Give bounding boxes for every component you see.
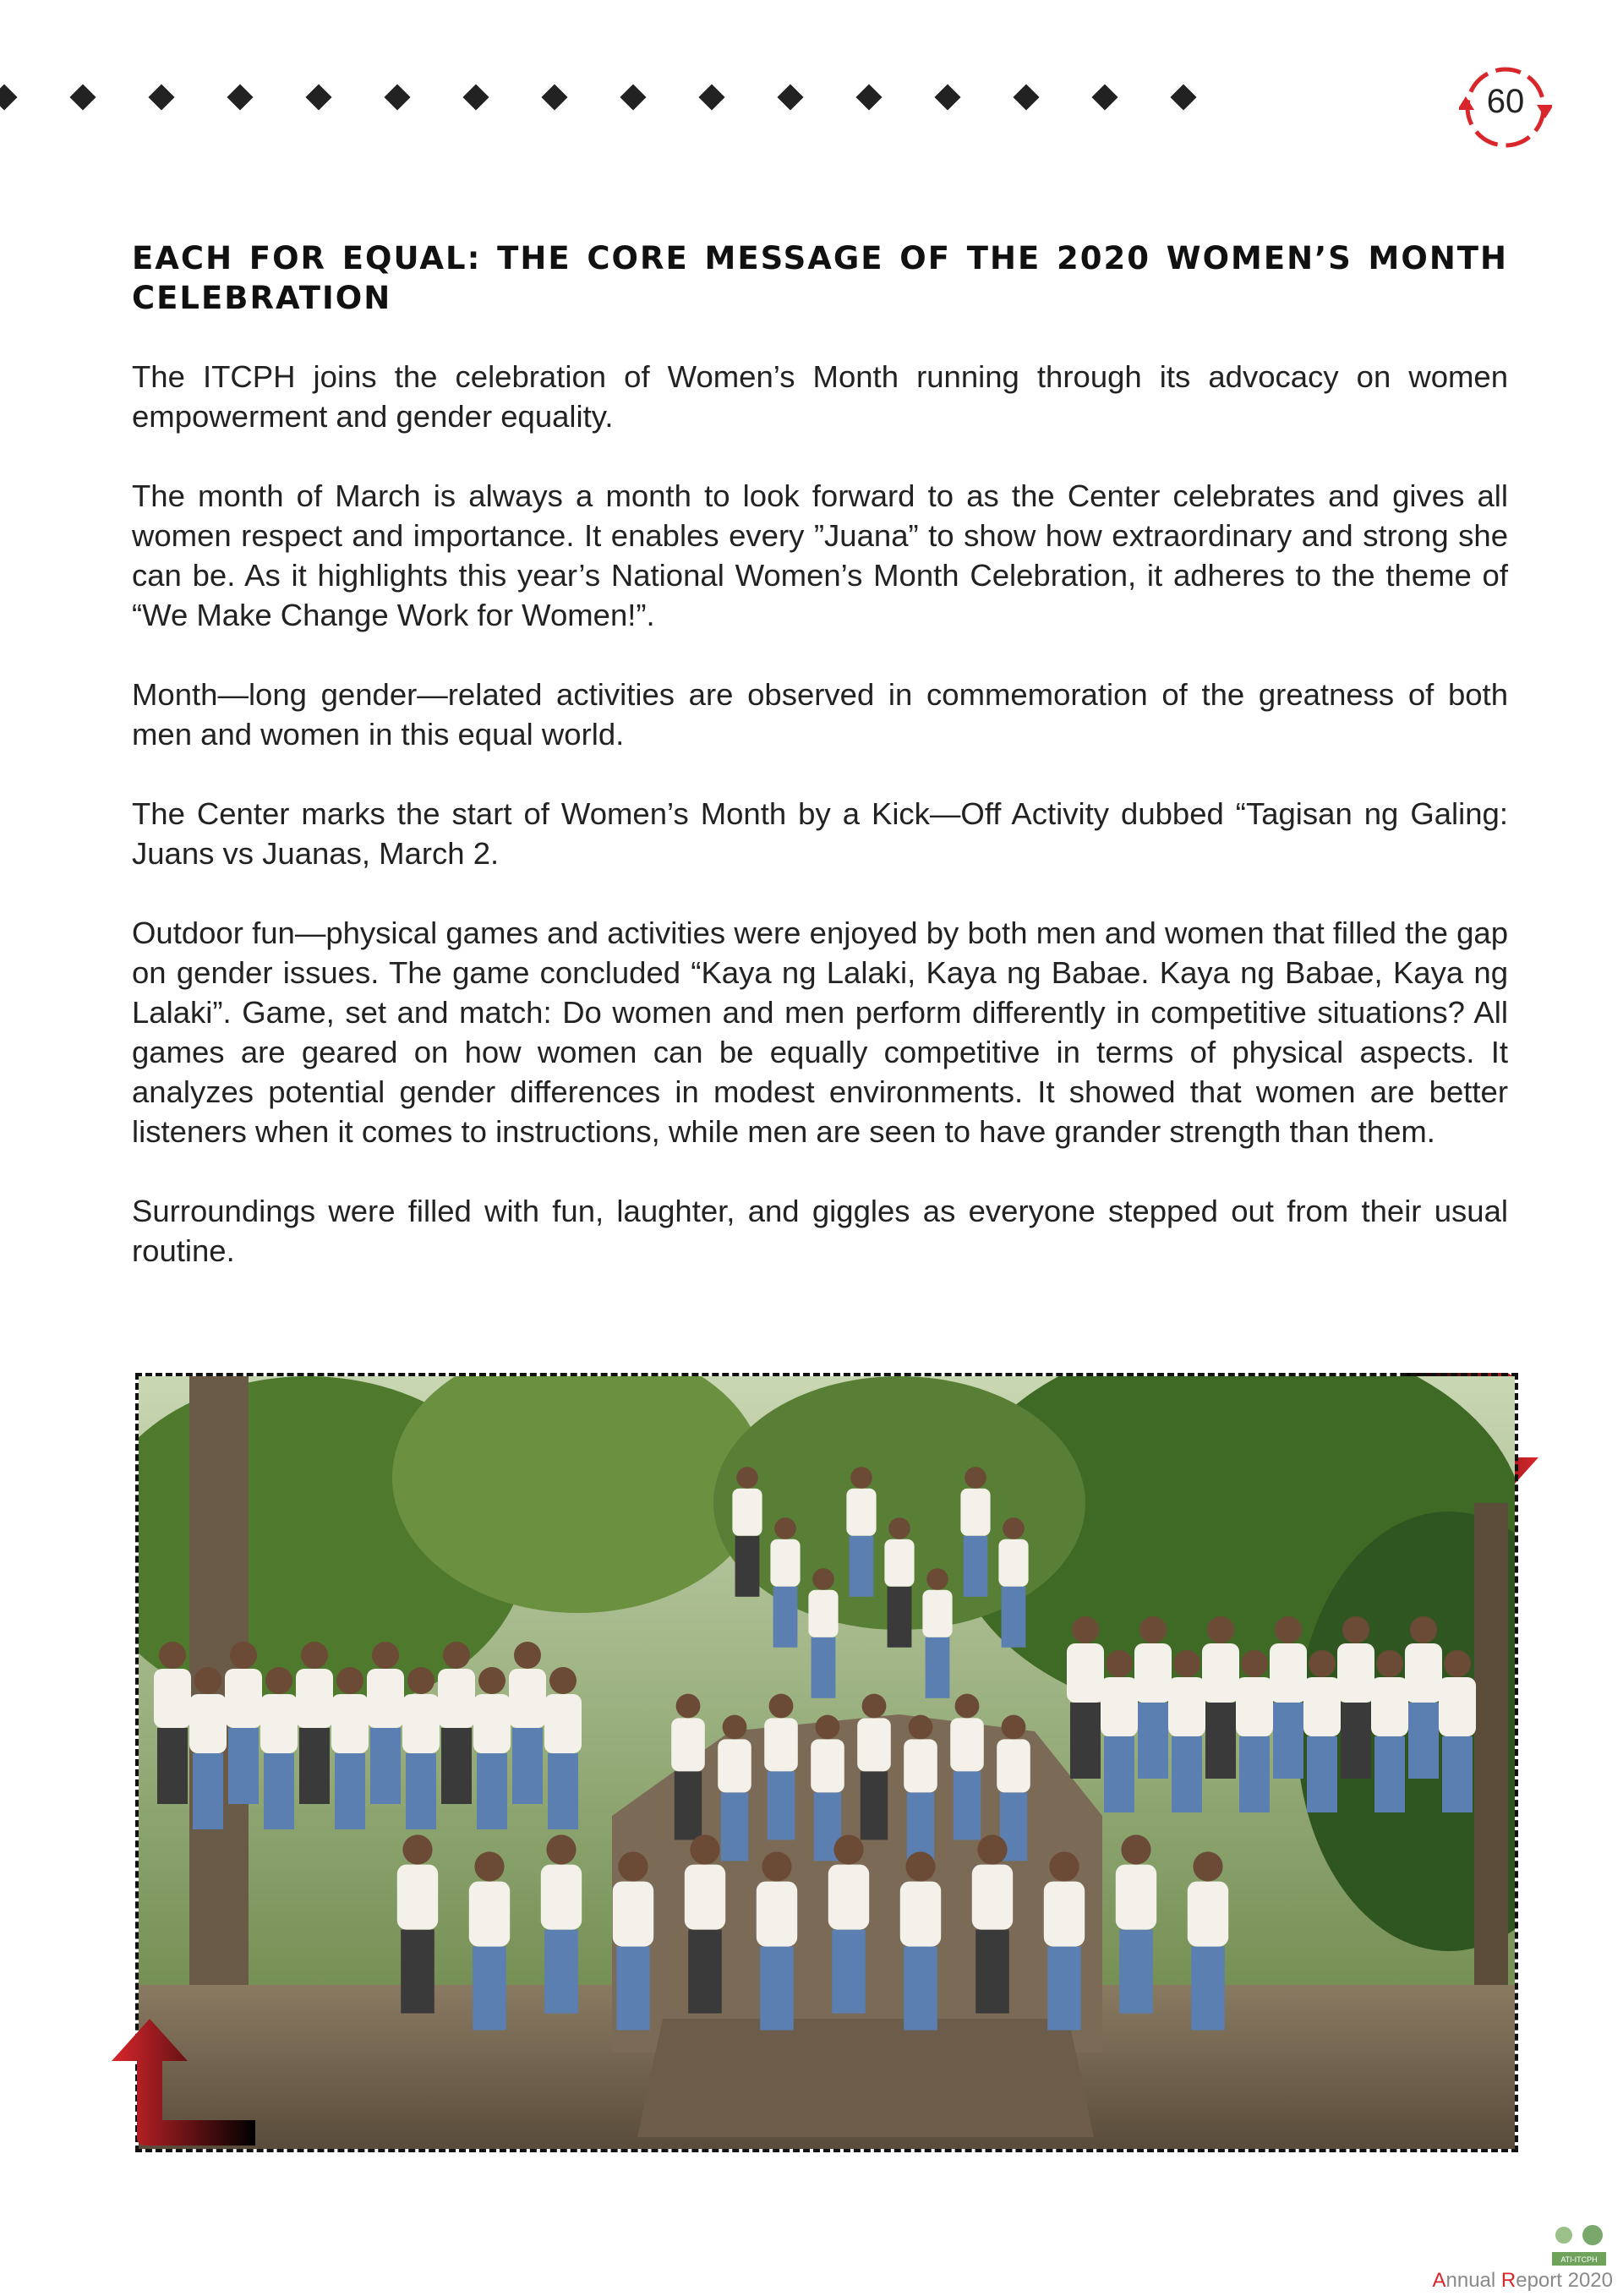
header-diamond-icon [384, 84, 410, 110]
header-diamond-icon [148, 84, 174, 110]
logo-text: ATI-ITCPH [1560, 2255, 1598, 2264]
page-number: 60 [1486, 83, 1525, 120]
header-diamond-icon [541, 84, 567, 110]
header-diamond-icon [1013, 84, 1039, 110]
footer-accent-a: A [1432, 2269, 1446, 2292]
page-number-badge [1459, 61, 1552, 154]
article-paragraph-5: Outdoor fun—physical games and activities were enjoyed by both men and women that filled the gap on gender issues. The game concluded “Kaya ng Lalaki, Kaya ng Babae. Kaya ng Babae, Kaya ng Lalaki”. Game, set and match: Do women and men perform differently in competitive situations? All games are geared on how women can be equally competitive in terms of physical aspects. It analyzes potential gender differences in modest environments. It showed that women are better listeners when it comes to instructions, while men are seen to have grander strength than them. [132, 916, 1508, 1149]
article-paragraph-2: The month of March is always a month to look forward to as the Center celebrates and gives all women respect and importance. It enables every ”Juana” to show how extraordinary and strong she can be. As it highlights this year’s National Women’s Month Celebration, it adheres to the theme of “We Make Change Work for Women!”. [132, 478, 1508, 632]
article-paragraph-4: The Center marks the start of Women’s Month by a Kick—Off Activity dubbed “Tagisan ng Galing: Juans vs Juanas, March 2. [132, 796, 1508, 871]
header-diamond-icon [305, 84, 331, 110]
header-diamond-icon [620, 84, 646, 110]
footer-text-1: nnual [1445, 2269, 1501, 2292]
article [132, 238, 1508, 1310]
article-paragraph-6: Surroundings were filled with fun, laughter, and giggles as everyone stepped out from their usual routine. [132, 1194, 1508, 1268]
header-diamond-icon [698, 84, 724, 110]
footer-accent-r: R [1500, 2269, 1516, 2292]
group-photo-image [139, 1376, 1515, 2149]
header-diamond-icon [1170, 84, 1196, 110]
header-diamond-icon [0, 84, 18, 110]
group-photo [135, 1373, 1518, 2152]
corner-arrow-up-icon [95, 2010, 255, 2154]
article-paragraph-1: The ITCPH joins the celebration of Women’s Month running through its advocacy on women empowerment and gender equality. [132, 359, 1508, 434]
header-diamond-icon [462, 84, 489, 110]
article-paragraph-3: Month—long gender—related activities are observed in commemoration of the greatness of both men and women in this equal world. [132, 677, 1508, 752]
header-diamond-icon [69, 84, 96, 110]
header-diamond-row [0, 88, 1319, 108]
header-diamond-icon [934, 84, 960, 110]
footer-text-2: eport 2020 [1516, 2269, 1613, 2292]
header-diamond-icon [1091, 84, 1118, 110]
footer-report-title [1427, 2269, 1613, 2293]
header-diamond-icon [777, 84, 803, 110]
header-diamond-icon [855, 84, 882, 110]
article-headline: EACH FOR EQUAL: THE CORE MESSAGE OF THE 2020 WOMEN’S MONTH CELEBRATION [132, 240, 1508, 316]
ati-itcph-logo [1549, 2223, 1609, 2269]
header-diamond-icon [227, 84, 253, 110]
